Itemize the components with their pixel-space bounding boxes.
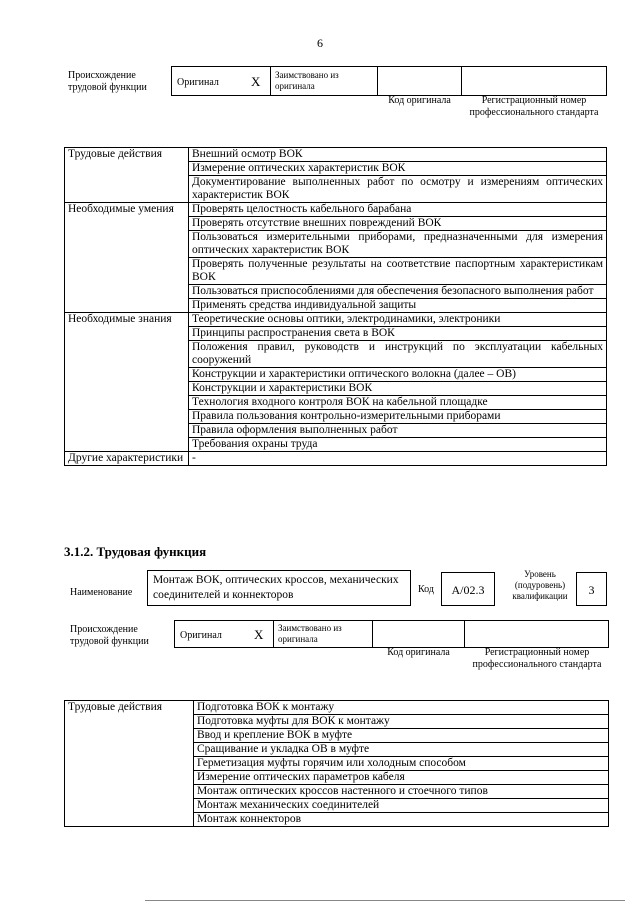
row-category: Необходимые умения xyxy=(65,203,189,313)
row-item: Подготовка ВОК к монтажу xyxy=(194,701,609,715)
row-item: Проверять целостность кабельного барабана xyxy=(189,203,607,217)
row-item: Ввод и крепление ВОК в муфте xyxy=(194,729,609,743)
row-item: Внешний осмотр ВОК xyxy=(189,148,607,162)
origin2-label: Происхождение трудовой функции xyxy=(70,624,149,647)
row-item: Проверять отсутствие внешних повреждений ВОК xyxy=(189,217,607,231)
work-function-table xyxy=(64,147,607,466)
table-row xyxy=(65,313,607,327)
origin2-original-cell xyxy=(174,620,274,648)
origin2-code-caption: Код оригинала xyxy=(387,647,450,658)
row-item: Правила оформления выполненных работ xyxy=(189,424,607,438)
row-item: Подготовка муфты для ВОК к монтажу xyxy=(194,715,609,729)
name-value-cell xyxy=(147,570,411,606)
origin2-reg-cell xyxy=(464,620,609,648)
code-value: A/02.3 xyxy=(451,583,485,597)
origin-original-text: Оригинал xyxy=(177,77,219,88)
origin-borrowed-cell xyxy=(270,66,378,96)
row-item: Принципы распространения света в ВОК xyxy=(189,327,607,341)
origin-code-caption: Код оригинала xyxy=(388,95,451,106)
origin2-borrowed-cell xyxy=(273,620,373,648)
origin-original-cell xyxy=(171,66,271,96)
origin-mark: X xyxy=(251,74,261,89)
row-item: - xyxy=(189,452,607,466)
row-item: Измерение оптических характеристик ВОК xyxy=(189,162,607,176)
section-heading: 3.1.2. Трудовая функция xyxy=(64,544,207,559)
origin2-code-cell xyxy=(372,620,465,648)
name-label: Наименование xyxy=(70,587,133,598)
table-row xyxy=(65,701,609,715)
origin2-original-text: Оригинал xyxy=(180,630,222,641)
row-item: Монтаж оптических кроссов настенного и стоечного типов xyxy=(194,785,609,799)
origin2-reg-caption: Регистрационный номер профессионального стандарта xyxy=(472,647,602,670)
row-item: Сращивание и укладка ОВ в муфте xyxy=(194,743,609,757)
page-bottom-rule xyxy=(145,900,625,901)
origin-reg-caption: Регистрационный номер профессионального стандарта xyxy=(469,95,599,118)
row-item: Правила пользования контрольно-измерительными приборами xyxy=(189,410,607,424)
row-category: Необходимые знания xyxy=(65,313,189,452)
row-item: Монтаж механических соединителей xyxy=(194,799,609,813)
origin-reg-cell xyxy=(461,66,607,96)
row-item: Пользоваться измерительными приборами, предназначенными для измерения оптических характеристик ВОК xyxy=(189,231,607,258)
row-item: Конструкции и характеристики ВОК xyxy=(189,382,607,396)
row-item: Теоретические основы оптики, электродинамики, электроники xyxy=(189,313,607,327)
code-value-cell xyxy=(441,572,495,606)
level-label: Уровень (подуровень) квалификации xyxy=(512,569,568,601)
row-category: Трудовые действия xyxy=(65,701,194,827)
level-value-cell xyxy=(576,572,607,606)
row-item: Измерение оптических параметров кабеля xyxy=(194,771,609,785)
table-row xyxy=(65,203,607,217)
row-item: Положения правил, руководств и инструкций по эксплуатации кабельных сооружений xyxy=(189,341,607,368)
origin-borrowed-text: Заимствовано из оригинала xyxy=(275,70,339,91)
row-item: Пользоваться приспособлениями для обеспечения безопасного выполнения работ xyxy=(189,285,607,299)
work-actions-table xyxy=(64,700,609,827)
row-item: Применять средства индивидуальной защиты xyxy=(189,299,607,313)
row-item: Конструкции и характеристики оптического волокна (далее – ОВ) xyxy=(189,368,607,382)
origin2-mark: X xyxy=(254,627,264,642)
level-value: 3 xyxy=(588,583,595,597)
table-row xyxy=(65,452,607,466)
table-row xyxy=(65,148,607,162)
code-label: Код xyxy=(418,584,434,595)
origin-code-cell xyxy=(377,66,462,96)
row-category: Другие характеристики xyxy=(65,452,189,466)
page-number: 6 xyxy=(317,36,323,50)
row-item: Документирование выполненных работ по осмотру и измерениям оптических характеристик ВОК xyxy=(189,176,607,203)
row-item: Монтаж коннекторов xyxy=(194,813,609,827)
row-category: Трудовые действия xyxy=(65,148,189,203)
row-item: Герметизация муфты горячим или холодным способом xyxy=(194,757,609,771)
origin-label: Происхождение трудовой функции xyxy=(68,70,147,93)
row-item: Технология входного контроля ВОК на кабельной площадке xyxy=(189,396,607,410)
name-value: Монтаж ВОК, оптических кроссов, механических соединителей и коннекторов xyxy=(153,574,399,601)
row-item: Проверять полученные результаты на соответствие паспортным характеристикам ВОК xyxy=(189,258,607,285)
row-item: Требования охраны труда xyxy=(189,438,607,452)
origin2-borrowed-text: Заимствовано из оригинала xyxy=(278,623,342,644)
